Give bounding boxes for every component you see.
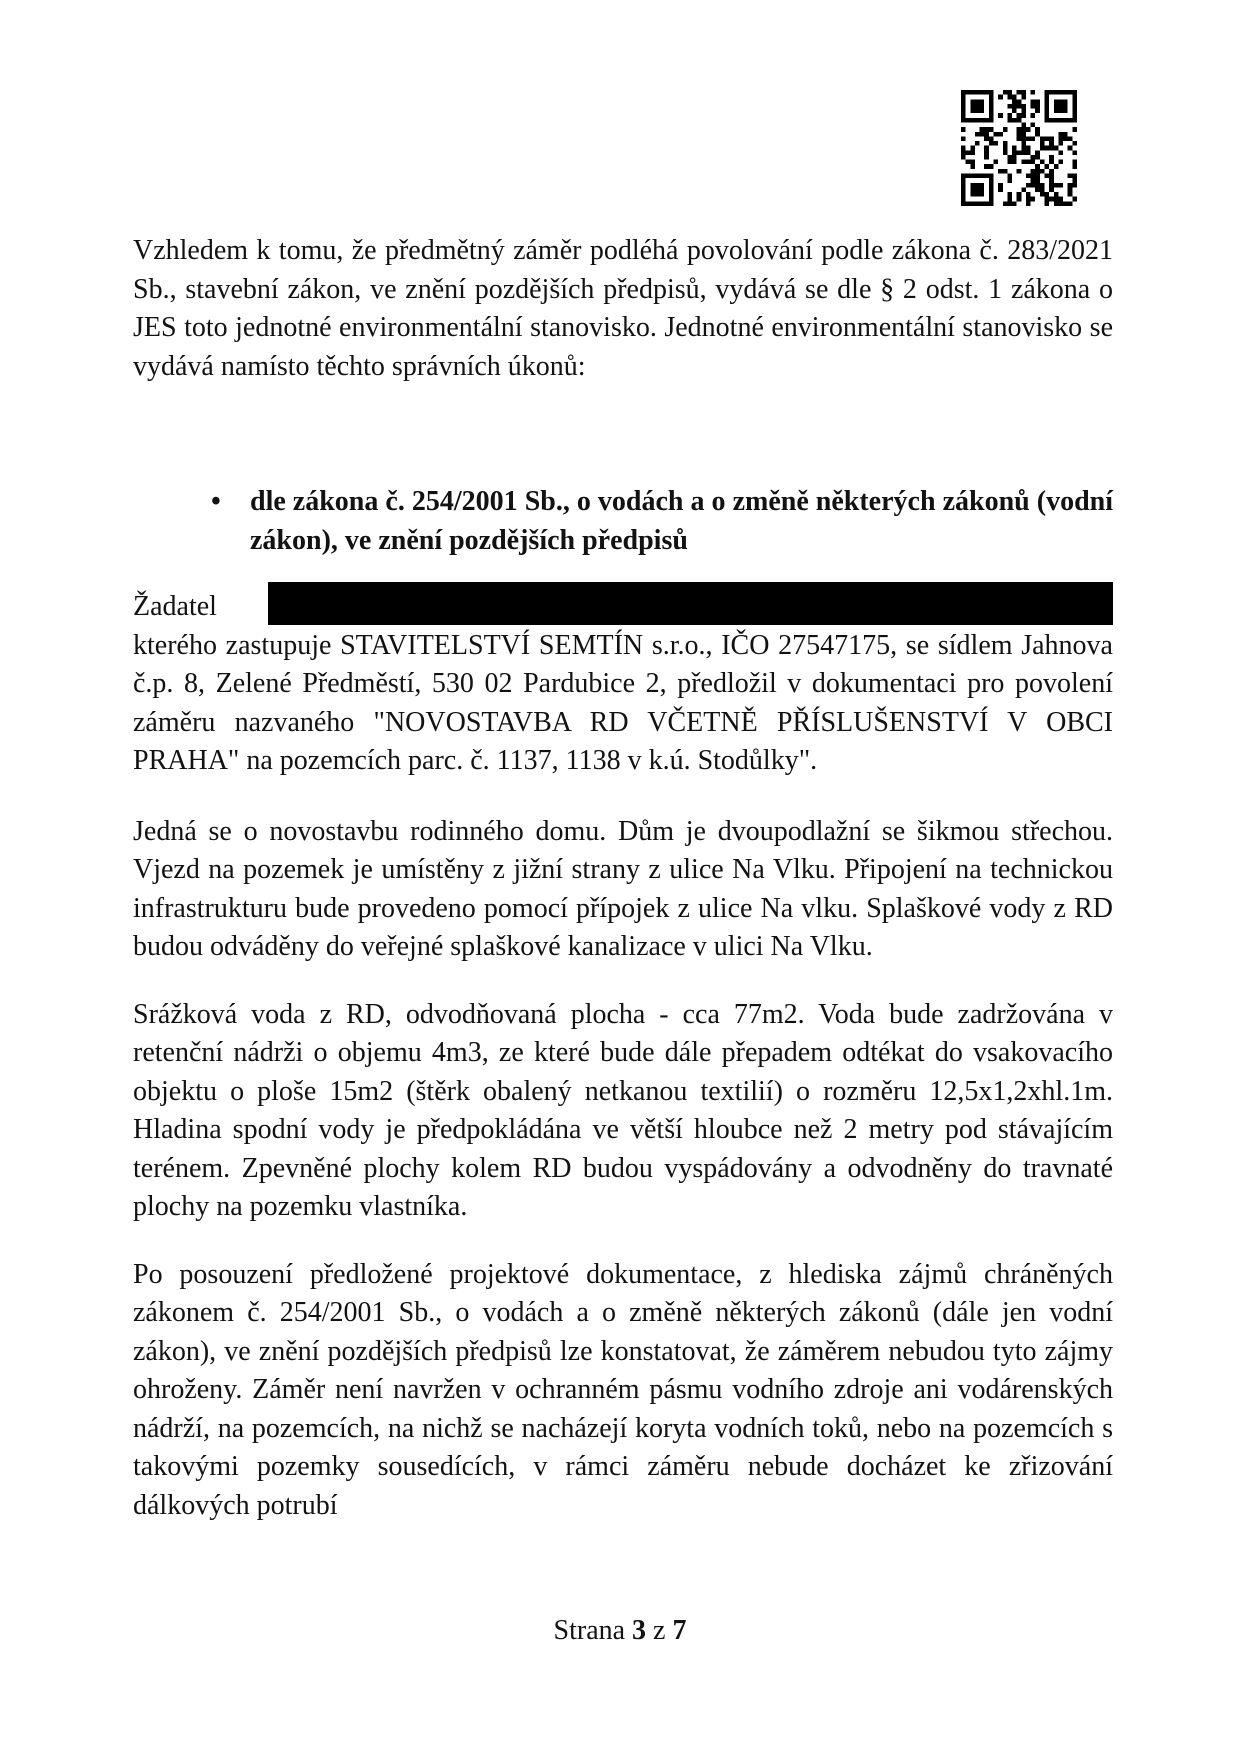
applicant-label: Žadatel <box>133 591 217 622</box>
page-footer <box>0 1612 1240 1651</box>
applicant-continuation: kterého zastupuje STAVITELSTVÍ SEMTÍN s.r.o., IČO 27547175, se sídlem Jahnova č.p. 8, Zelené Předměstí, 530 02 Pardubice 2, předložil v dokumentaci pro povolení záměru nazvaného "NOVOSTAVBA RD VČETNĚ PŘÍSLUŠENSTVÍ V OBCI PRAHA" na pozemcích parc. č. 1137, 1138 v k.ú. Stodůlky". <box>133 629 1113 776</box>
qr-code <box>961 90 1077 206</box>
footer-of-label: z <box>653 1615 666 1646</box>
paragraph-stormwater: Srážková voda z RD, odvodňovaná plocha - cca 77m2. Voda bude zadržována v retenční nádrži o objemu 4m3, ze které bude dále přepadem odtékat do vsakovacího objektu o ploše 15m2 (štěrk obalený netkanou textilií) o rozměru 12,5x1,2xhl.1m. Hladina spodní vody je předpokládána ve větší hloubce než 2 metry pod stávajícím terénem. Zpevněné plochy kolem RD budou vyspádovány a odvodněny do travnaté plochy na pozemku vlastníka. <box>133 998 1113 1222</box>
paragraph-applicant <box>133 582 1113 781</box>
paragraph-project-description: Jedná se o novostavbu rodinného domu. Dům je dvoupodlažní se šikmou střechou. Vjezd na pozemek je umístěny z jižní strany z ulice Na Vlku. Připojení na technickou infrastrukturu bude provedeno pomocí přípojek z ulice Na vlku. Splaškové vody z RD budou odváděny do veřejné splaškové kanalizace v ulici Na Vlku. <box>133 815 1113 962</box>
footer-page-number: 3 <box>632 1615 647 1646</box>
footer-total-pages: 7 <box>672 1615 687 1646</box>
document-body <box>133 232 1113 1554</box>
paragraph-intro: Vzhledem k tomu, že předmětný záměr podléhá povolování podle zákona č. 283/2021 Sb., stavební zákon, ve znění pozdějších předpisů, vydává se dle § 2 odst. 1 zákona o JES toto jednotné environmentální stanovisko. Jednotné environmentální stanovisko se vydává namísto těchto správních úkonů: <box>133 235 1113 382</box>
redaction-bar <box>268 582 1113 625</box>
paragraph-assessment: Po posouzení předložené projektové dokumentace, z hlediska zájmů chráněných zákonem č. 254/2001 Sb., o vodách a o změně některých zákonů (dále jen vodní zákon), ve znění pozdějších předpisů lze konstatovat, že záměrem nebudou tyto zájmy ohroženy. Záměr není navržen v ochranném pásmu vodního zdroje ani vodárenských nádrží, na pozemcích, na nichž se nacházejí koryta vodních toků, nebo na pozemcích s takovými pozemky sousedících, v rámci záměru nebude docházet ke zřizování dálkových potrubí <box>133 1258 1113 1521</box>
bullet-item-label: dle zákona č. 254/2001 Sb., o vodách a o změně některých zákonů (vodní zákon), ve znění pozdějších předpisů <box>250 486 1113 556</box>
bullet-list <box>133 483 1113 560</box>
footer-page-label: Strana <box>553 1615 626 1646</box>
bullet-item-water-act <box>133 483 1113 560</box>
